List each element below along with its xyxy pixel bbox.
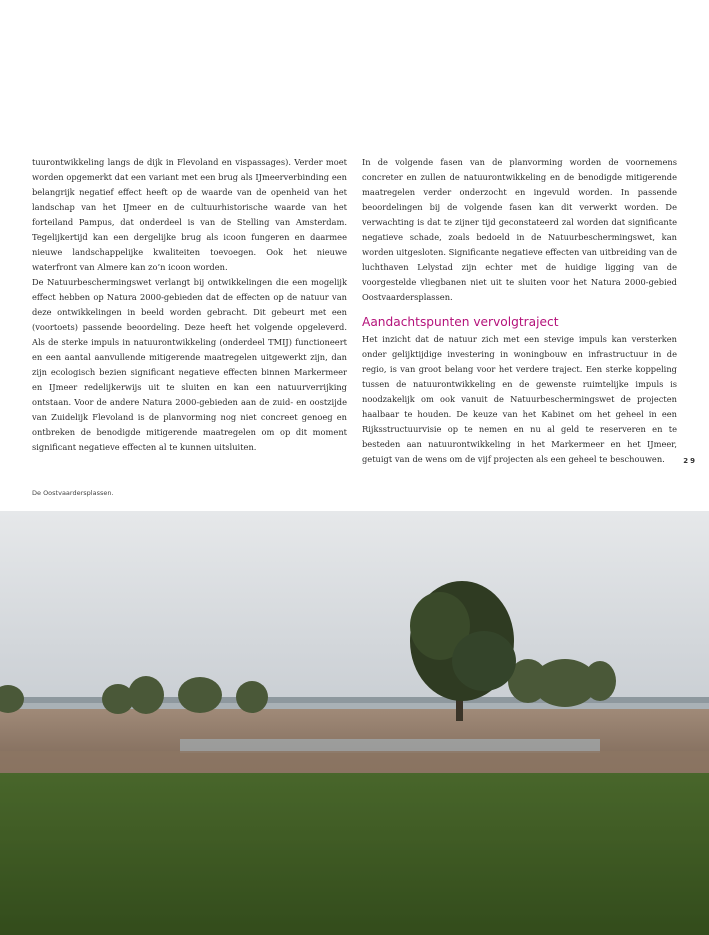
left-text-column	[32, 155, 347, 455]
landscape-photo	[0, 511, 709, 935]
page-number: 29	[683, 457, 697, 465]
grass-tint	[0, 773, 709, 935]
paragraph: Het inzicht dat de natuur zich met een stevige impuls kan versterken onder gelijktijdige investering in woningbouw en infrastructuur in de regio, is van groot belang voor het verdere traject. Een sterke koppeling tussen de natuurontwikkeling en de gewenste ruimtelijke impuls is noodzakelijk om ook vanuit de Natuurbeschermingswet de projecten haalbaar te houden. De keuze van het Kabinet om het geheel in een Rijksstructuurvisie op te nemen en nu al geld te reserveren en te besteden aan natuurontwikkeling in het Markermeer en het IJmeer, getuigt van de wens om de vijf projecten als een geheel te beschouwen.	[362, 334, 677, 464]
paragraph: De Natuurbeschermingswet verlangt bij ontwikkelingen die een mogelijk effect hebben op Natura 2000-gebieden dat de effecten op de natuur van deze ontwikkelingen in beeld worden gebracht. Dit gebeurt met een (voortoets) passende beoordeling. Deze heeft het volgende opgeleverd. Als de sterke impuls in natuurontwikkeling (onderdeel TMIJ) functioneert en een aantal aanvullende mitigerende maatregelen uitgewerkt zijn, dan zijn ecologisch bezien significant negatieve effecten binnen Markermeer en IJmeer redelijkerwijs uit te sluiten en kan een natuurverrijking ontstaan. Voor de andere Natura 2000-gebieden aan de zuid- en oostzijde van Zuidelijk Flevoland is de planvorming nog niet concreet genoeg en ontbreken de benodigde mitigerende maatregelen om op dit moment significant negatieve effecten al te kunnen uitsluiten.	[32, 277, 347, 452]
paragraph: In de volgende fasen van de planvorming worden de voornemens concreter en zullen de natuurontwikkeling en de benodigde mitigerende maatregelen verder onderzocht en ingevuld worden. In passende beoordelingen bij de volgende fasen kan dit verwerkt worden. De verwachting is dat te zijner tijd geconstateerd zal worden dat significante negatieve schade, zoals bedoeld in de Natuurbeschermingswet, kan worden uitgesloten. Significante negatieve effecten van uitbreiding van de luchthaven Lelystad zijn echter met de huidige ligging van de voorgestelde vliegbanen niet uit te sluiten voor het Natura 2000-gebied Oostvaardersplassen.	[362, 157, 677, 302]
section-heading: Aandachtspunten vervolgtraject	[362, 315, 559, 329]
landscape-illustration	[0, 511, 709, 935]
water-pool	[180, 739, 600, 753]
right-text-column	[362, 155, 677, 467]
paragraph: tuurontwikkeling langs de dijk in Flevoland en vispassages). Verder moet worden opgemerkt dat een variant met een brug als IJmeerverbinding een belangrijk negatief effect heeft op de waarde van de openheid van het landschap van het IJmeer en de cultuurhistorische waarde van het forteiland Pampus, dat onderdeel is van de Stelling van Amsterdam. Tegelijkertijd kan een dergelijke brug als icoon fungeren en daarmee nieuwe landschappelijke kwaliteiten toevoegen. Ook het nieuwe waterfront van Almere kan zo’n icoon worden.	[32, 157, 347, 272]
photo-caption: De Oostvaardersplassen.	[32, 489, 114, 497]
